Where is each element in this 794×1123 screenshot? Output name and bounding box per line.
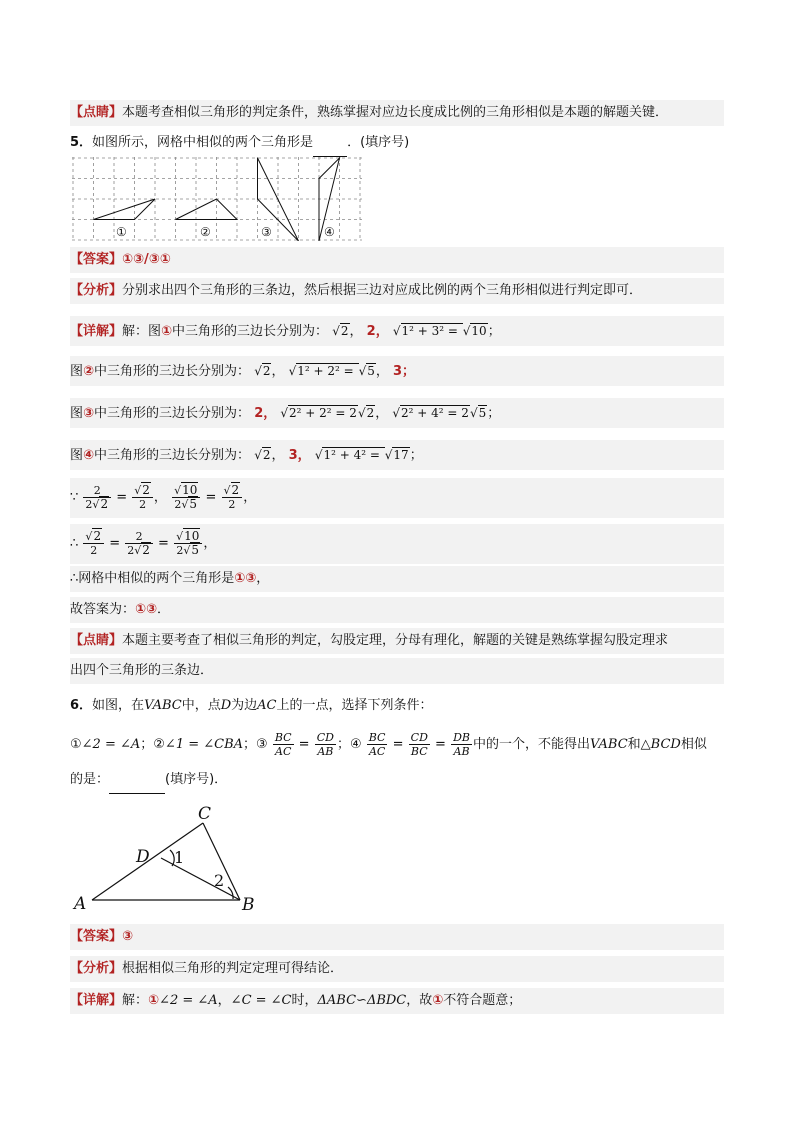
vertex-b: B bbox=[242, 895, 255, 915]
q5-because: ∵ $\frac{2}{2√2}$ = $\frac{√2}{2}$ ， $\frac{√10}{2√5}$ = $\frac{√2}{2}$ ， bbox=[70, 478, 724, 518]
answer-blank-q6 bbox=[109, 767, 165, 794]
q5-analysis: 【分析】分别求出四个三角形的三条边，然后根据三边对应成比例的两个三角形相似进行判定即可． bbox=[70, 278, 724, 304]
vertex-c: C bbox=[198, 804, 212, 824]
label-4: ④ bbox=[324, 225, 335, 239]
q5-dianjing-2: 出四个三角形的三条边． bbox=[70, 658, 724, 684]
q6-answer: 【答案】③ bbox=[70, 924, 724, 950]
q5-answer: 【答案】①③/③① bbox=[70, 247, 724, 273]
q5-detail-2: 图②中三角形的三边长分别为： √2， √1² + 2² = √5， 3； bbox=[70, 356, 724, 386]
q5-detail-1: 【详解】解：图①中三角形的三边长分别为： √2， 2， √1² + 3² = √10； bbox=[70, 316, 724, 346]
q5-therefore: ∴ $\frac{√2}{2}$ = $\frac{2}{2√2}$ = $\frac{√10}{2√5}$ ， bbox=[70, 524, 724, 564]
q5-detail-3: 图③中三角形的三边长分别为： 2， √2² + 2² = 2√2， √2² + 4² = 2√5； bbox=[70, 398, 724, 428]
triangle-1 bbox=[94, 199, 156, 220]
q5-conclusion: ∴网格中相似的两个三角形是①③， bbox=[70, 566, 724, 592]
q6-triangle-figure bbox=[70, 800, 270, 915]
triangle-2 bbox=[176, 199, 238, 220]
label-3: ③ bbox=[261, 225, 272, 239]
q5-stem: 5．如图所示，网格中相似的两个三角形是 ．(填序号) bbox=[70, 130, 724, 156]
angle-2-label: 2 bbox=[214, 871, 225, 890]
label-1: ① bbox=[116, 225, 127, 239]
q5-grid-figure bbox=[72, 157, 362, 241]
q6-conditions: ①∠2 = ∠A；②∠1 = ∠CBA；③ $\frac{BC}{AC}$ = $\frac{CD}{AB}$ ；④ $\frac{BC}{AC}$ = $\frac{CD}{BC}$ = $\frac{DB}{AB}$ 中的一个，不能得出VABC和△BCD相似 bbox=[70, 731, 707, 758]
angle-1-label: 1 bbox=[174, 848, 185, 867]
q5-detail-4: 图④中三角形的三边长分别为： √2， 3， √1² + 4² = √17； bbox=[70, 440, 724, 470]
q5-final: 故答案为：①③． bbox=[70, 597, 724, 623]
q6-detail: 【详解】解：①∠2 = ∠A，∠C = ∠C时，ΔABC∽ΔBDC，故①不符合题意； bbox=[70, 988, 724, 1014]
q5-dianjing-1: 【点睛】本题主要考查了相似三角形的判定，勾股定理，分母有理化，解题的关键是熟练掌握勾股定理求 bbox=[70, 628, 724, 654]
vertex-d: D bbox=[136, 847, 150, 867]
q6-analysis: 【分析】根据相似三角形的判定定理可得结论． bbox=[70, 956, 724, 982]
label-2: ② bbox=[200, 225, 211, 239]
q6-stem: 6．如图，在VABC中，点D为边AC上的一点，选择下列条件： bbox=[70, 698, 433, 713]
q6-question-line: 的是： (填序号)． bbox=[70, 767, 724, 793]
dianjing-prev: 【点睛】本题考查相似三角形的判定条件，熟练掌握对应边长度成比例的三角形相似是本题的解题关键． bbox=[70, 100, 724, 126]
vertex-a: A bbox=[74, 894, 87, 914]
answer-blank bbox=[313, 130, 347, 157]
